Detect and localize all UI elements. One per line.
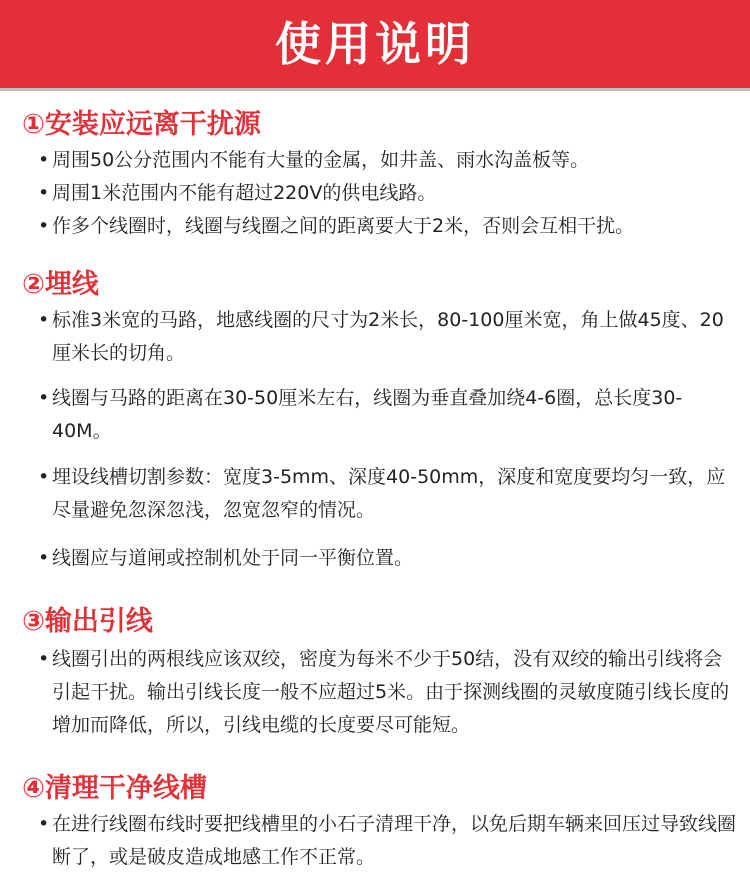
bullet-dot: • (38, 813, 50, 835)
list-item (38, 304, 738, 370)
section-heading: ③输出引线 (22, 606, 153, 637)
list-item-text: 标准3米宽的马路，地感线圈的尺寸为2米长，80-100厘米宽，角上做45度、20厘米长的切角。 (52, 309, 724, 364)
section-heading: ④清理干净线槽 (22, 773, 207, 804)
list-item-text: 周围1米范围内不能有超过220V的供电线路。 (52, 182, 437, 204)
list-item-text: 埋设线槽切割参数：宽度3-5mm、深度40-50mm，深度和宽度要均匀一致，应尽量避免忽深忽浅，忽宽忽窄的情况。 (52, 466, 726, 521)
list-item-text: 作多个线圈时，线圈与线圈之间的距离要大于2米，否则会互相干扰。 (52, 215, 635, 237)
section-heading: ①安装应远离干扰源 (22, 109, 261, 140)
bullet-dot: • (38, 182, 50, 204)
list-item (38, 144, 738, 177)
list-item-text: 在进行线圈布线时要把线槽里的小石子清理干净，以免后期车辆来回压过导致线圈断了，或是破皮造成地感工作不正常。 (52, 813, 737, 868)
title-banner (0, 0, 750, 88)
list-item (38, 542, 738, 575)
list-item-text: 线圈引出的两根线应该双绞，密度为每米不少于50结，没有双绞的输出引线将会引起干扰。输出引线长度一般不应超过5米。由于探测线圈的灵敏度随引线长度的增加而降低，所以，引线电缆的长度要尽可能短。 (52, 648, 730, 736)
list-item-text: 周围50公分范围内不能有大量的金属，如井盖、雨水沟盖板等。 (52, 149, 590, 171)
bullet-dot: • (38, 309, 50, 331)
list-item-text: 线圈应与道闸或控制机处于同一平衡位置。 (52, 547, 414, 569)
list-item-text: 线圈与马路的距离在30-50厘米左右，线圈为垂直叠加绕4-6圈，总长度30-40M。 (52, 387, 683, 442)
list-item (38, 177, 738, 210)
list-item (38, 808, 738, 874)
bullet-dot: • (38, 149, 50, 171)
bullet-dot: • (38, 387, 50, 409)
section-heading: ②埋线 (22, 269, 99, 300)
list-item (38, 210, 738, 243)
list-item (38, 643, 738, 742)
bullet-dot: • (38, 466, 50, 488)
list-item (38, 461, 738, 527)
page-title: 使用说明 (275, 17, 475, 71)
bullet-dot: • (38, 547, 50, 569)
banner-divider (0, 88, 750, 91)
list-item (38, 382, 738, 448)
bullet-dot: • (38, 648, 50, 670)
bullet-dot: • (38, 215, 50, 237)
